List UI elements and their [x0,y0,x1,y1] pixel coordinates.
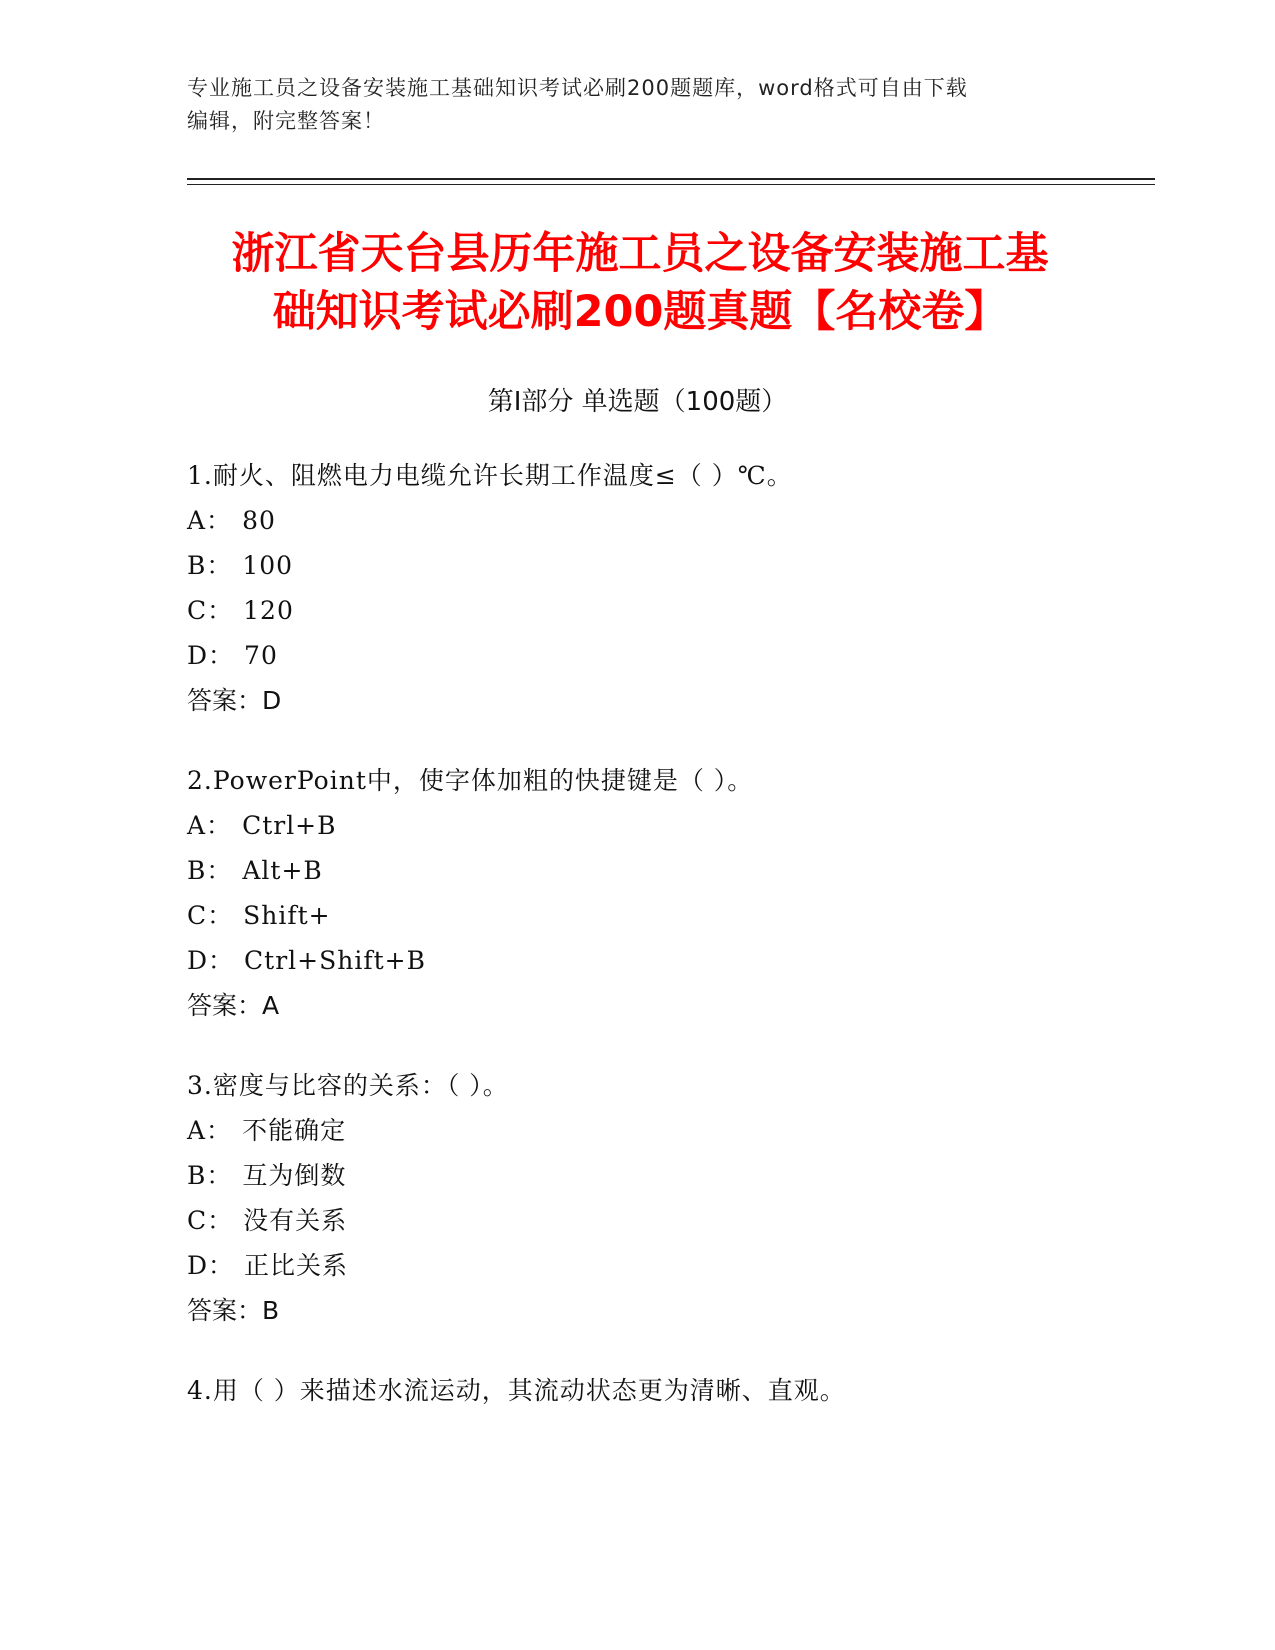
option-text: Ctrl+B [242,811,337,840]
option-label: B： [187,856,233,885]
option-a [187,498,1147,543]
document-title-line-1: 浙江省天台县历年施工员之设备安装施工基 [231,229,1049,279]
option-label: A： [187,1116,233,1145]
answer-value: B [262,1296,280,1325]
header-divider-thin [187,184,1155,185]
option-d [187,1243,1147,1288]
option-a [187,1108,1147,1153]
header-note-line-2: 编辑，附完整答案！ [187,109,385,133]
question-3 [187,1063,1147,1333]
option-label: C： [187,596,234,625]
option-text: 互为倒数 [242,1161,347,1190]
option-label: C： [187,901,234,930]
header-note-line-1: 专业施工员之设备安装施工基础知识考试必刷200题题库，word格式可自由下载 [187,76,968,100]
option-label: A： [187,811,233,840]
answer [187,1288,1147,1333]
option-label: D： [187,641,235,670]
question-stem: 1.耐火、阻燃电力电缆允许长期工作温度≤（ ）℃。 [187,461,793,490]
answer-value: A [262,991,280,1020]
option-text: Alt+B [242,856,323,885]
option-text: Shift+ [243,901,331,930]
answer-label: 答案： [187,686,263,715]
question-4 [187,1368,1147,1413]
document-title [150,225,1130,341]
answer [187,983,1147,1028]
question-2 [187,758,1147,1028]
answer-label: 答案： [187,991,263,1020]
question-stem: 2.PowerPoint中，使字体加粗的快捷键是（ ）。 [187,766,754,795]
option-text: 没有关系 [243,1206,348,1235]
option-c [187,893,1147,938]
answer [187,678,1147,723]
option-label: B： [187,1161,233,1190]
question-stem: 3.密度与比容的关系：（ ）。 [187,1071,509,1100]
answer-label: 答案： [187,1296,263,1325]
option-label: C： [187,1206,234,1235]
header-divider-thick [187,178,1155,180]
option-text: 正比关系 [244,1251,349,1280]
option-text: Ctrl+Shift+B [244,946,426,975]
option-b [187,1153,1147,1198]
option-c [187,588,1147,633]
header-note [187,72,1067,138]
option-label: D： [187,946,235,975]
option-c [187,1198,1147,1243]
question-1 [187,453,1147,723]
option-text: 120 [243,596,294,625]
option-b [187,848,1147,893]
option-text: 70 [244,641,278,670]
section-title: 第Ⅰ部分 单选题（100题） [487,387,788,417]
option-d [187,633,1147,678]
option-b [187,543,1147,588]
question-stem: 4.用（ ）来描述水流运动，其流动状态更为清晰、直观。 [187,1376,846,1405]
option-label: B： [187,551,233,580]
option-label: D： [187,1251,235,1280]
option-label: A： [187,506,233,535]
option-text: 不能确定 [242,1116,347,1145]
option-text: 80 [242,506,276,535]
answer-value: D [262,686,282,715]
document-title-line-2: 础知识考试必刷200题真题【名校卷】 [272,287,1008,337]
option-a [187,803,1147,848]
option-text: 100 [242,551,294,580]
option-d [187,938,1147,983]
